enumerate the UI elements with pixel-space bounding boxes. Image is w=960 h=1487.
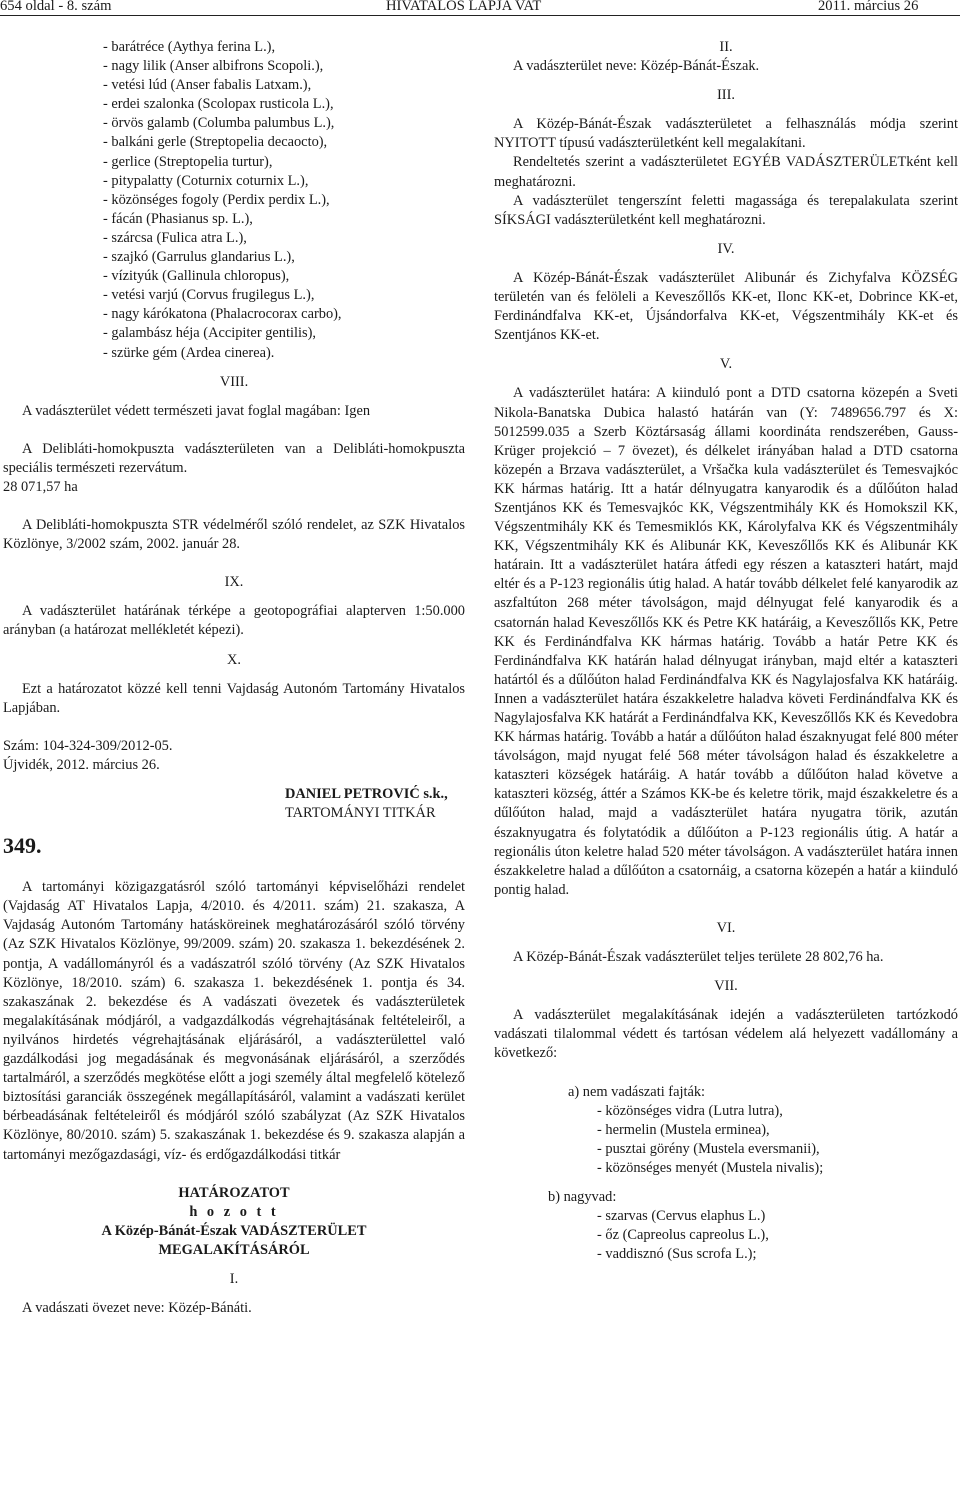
list-item: - vetési varjú (Corvus frugilegus L.),	[103, 287, 315, 304]
list-item: - örvös galamb (Columba palumbus L.),	[103, 115, 335, 132]
right-column	[494, 38, 958, 1264]
list-item: - pitypalatty (Coturnix coturnix L.),	[103, 172, 309, 189]
journal-title: HIVATALOS LAPJA VAT	[386, 0, 542, 14]
list-item: - közönséges fogoly (Perdix perdix L.),	[103, 191, 330, 208]
list-item: - őz (Capreolus capreolus L.),	[597, 1227, 769, 1244]
section-heading-vi: VI.	[716, 919, 736, 936]
paragraph: Ezt a határozatot közzé kell tenni Vajdaság Autonóm Tartomány Hivatalos Lapjában.	[3, 680, 465, 716]
decision-subtitle: h o z o t t	[189, 1203, 279, 1220]
big-game-list	[494, 1207, 958, 1264]
place-date: Újvidék, 2012. március 26.	[3, 756, 160, 773]
list-item: - közönséges menyét (Mustela nivalis);	[597, 1159, 824, 1176]
issue-date: 2011. március 26	[818, 0, 919, 14]
paragraph: A vadászati övezet neve: Közép-Bánáti.	[22, 1300, 252, 1317]
species-list	[3, 38, 465, 363]
list-item: - szajkó (Garrulus glandarius L.),	[103, 249, 295, 266]
section-heading-iii: III.	[717, 87, 735, 104]
paragraph: A Közép-Bánát-Észak vadászterület teljes területe 28 802,76 ha.	[513, 949, 884, 966]
paragraph: A vadászterület megalakításának idején a vadászterületen tartózkodó vadászati tilalommal védett és tartósan védelem alá helyezett vadállomány a következő:	[494, 1007, 958, 1062]
paragraph: A Közép-Bánát-Észak vadászterületet a felhasználás módja szerint NYITOTT típusú vadászterületként kell megalakítani.	[494, 116, 958, 152]
section-heading-v: V.	[719, 356, 733, 373]
list-item: - szarvas (Cervus elaphus L.)	[597, 1208, 766, 1225]
paragraph: A vadászterület tengerszínt feletti magassága és terepalakulata szerint SÍKSÁGI vadászterületként kell meghatározni.	[494, 192, 958, 228]
paragraph: A vadászterület határának térképe a geotopográfiai alapterven 1:50.000 arányban (a határozat mellékletét képezi).	[3, 603, 465, 639]
list-item: - szárcsa (Fulica atra L.),	[103, 229, 247, 246]
list-item: - nagy kárókatona (Phalacrocorax carbo),	[103, 306, 342, 323]
paragraph: A Delibláti-homokpuszta STR védelméről szóló rendelet, az SZK Hivatalos Közlönye, 3/2002 szám, 2002. január 28.	[3, 517, 465, 553]
list-item: - balkáni gerle (Streptopelia decaocto),	[103, 134, 328, 151]
section-heading-iv: IV.	[717, 240, 735, 257]
reference-number: Szám: 104-324-309/2012-05.	[3, 737, 173, 754]
list-item: - szürke gém (Ardea cinerea).	[103, 344, 275, 361]
preamble: A tartományi közigazgatásról szóló tartományi képviselőházi rendelet (Vajdaság AT Hivatalos Lapja, 4/2010. és 4/2011. szám) 21. szakasza, A Vajdaság Autonóm Tartomány hatásköreinek meghatározásáról szóló törvény (Az SZK Hivatalos Közlönye, 99/2009. szám) 20. szakasza 1. bekezdésének 2. pontja, A vadállományról és a vadászatról szóló törvény (Az SZK Hivatalos Közlönye, 18/2010. szám) 6. szakasza 1. bekezdésének 1. pontja és 34. szakaszának 2. bekezdése és A vadászati övezetek és vadászterületek megalakításának módjáról, a vadgazdálkodás végrehajtásának feltételeiről, a nyilvános hirdetés végrehajtásának eljárásáról, a vadászterülettel való gazdálkodási jog megadásának és megvonásának eljárásáról, a szerződés tartalmáról, a szerződés megkötése előtt a jogi személy által megfelelő kötelező biztosítási garanciák összegének megállapításáról, valamint a vadászati kerület bérbeadásának feltételeiről és módjáról szóló szabályzat (Az SZK Hivatalos Közlönye, 80/2010. szám) 5. szakaszának 1. bekezdése és 9. szakasza alapján a tartományi mezőgazdasági, víz- és erdőgazdálkodási titkár	[3, 879, 465, 1163]
paragraph: A vadászterület védett természeti javat foglal magában: Igen	[22, 402, 371, 419]
list-item: - vízityúk (Gallinula chloropus),	[103, 268, 290, 285]
paragraph: A Közép-Bánát-Észak vadászterület Alibunár és Zichyfalva KÖZSÉG területén van és felöleli a Keveszőllős KK-et, Ilonc KK-et, Dobrince KK-et, Ferdinándfalva KK-et, Újsándorfalva KK-et, Végszentmihály KK-et és Szentjános KK-et.	[494, 269, 958, 344]
page-number-label: 654 oldal - 8. szám	[0, 0, 112, 14]
list-item: - hermelin (Mustela erminea),	[597, 1121, 770, 1138]
document-number: 349.	[3, 833, 42, 859]
list-item: - nagy lilik (Anser albifrons Scopoli.),	[103, 58, 324, 75]
list-item: - barátréce (Aythya ferina L.),	[103, 39, 276, 55]
list-item: - erdei szalonka (Scolopax rusticola L.),	[103, 96, 334, 113]
protected-species-list	[494, 1102, 958, 1178]
subheading-b: b) nagyvad:	[548, 1188, 617, 1205]
signer-title: TARTOMÁNYI TITKÁR	[285, 805, 436, 822]
left-column	[3, 38, 465, 1318]
section-heading-viii: VIII.	[219, 373, 249, 390]
list-item: - galambász héja (Accipiter gentilis),	[103, 325, 316, 342]
paragraph: Rendeltetés szerint a vadászterületet EGYÉB VADÁSZTERÜLETként kell meghatározni.	[494, 154, 958, 190]
section-heading-ii: II.	[719, 39, 733, 55]
paragraph: A Delibláti-homokpuszta vadászterületen van a Delibláti-homokpuszta speciális természeti rezervátum.	[3, 440, 465, 476]
subheading-a: a) nem vadászati fajták:	[568, 1083, 706, 1100]
page-header	[0, 0, 960, 16]
decision-subject: A Közép-Bánát-Észak VADÁSZTERÜLET	[101, 1222, 367, 1239]
paragraph: A vadászterület határa: A kiinduló pont a DTD csatorna közepén a Sveti Nikola-Banatska Dubica halastó határán van (Y: 7489656.797 és X: 5012599.035 a Szerb Köztársaság állami koordináta rendszerében, Gauss-Krüger projekció – 7 övezet), és délkelet irányában halad a DTD csatorna közepén a Brzava vadászterület, a Vršačka kula vadászterület és Temesvajkóc KK hármas határig. Itt a határ délnyugatra kanyarodik és a dűlőúton halad Szentjános KK és Temesvajkóc KK, Végszentmihály KK és Homokszil KK, Végszentmihály KK és Temesmiklós KK, Károlyfalva KK és Végszentmihály KK, Végszentmihály KK és Alibunár KK, Keveszőllős KK és Alibunár KK határain. Itt a vadászterület határa átfedi egy részen a kataszteri határt, majd eltér és a P-123 regionális útig halad. A határ tovább délkelet felé kanyarodik az aszfaltúton 268 méter távolságon, majd délnyugat felé kanyarodik és a csatornán halad Keveszőllős KK és Petre KK határáig, a Keveszőllős KK, Petre KK és Ferdinándfalva KK hármas határig. Tovább a határ Petre KK és Ferdinándfalva KK határán halad délnyugat irányban, majd eltér a kataszteri határtól és a dűlőúton halad Ferdinándfalva KK és Nagylajosfalva KK határáig. Innen a vadászterület határa északkeletre haladva követi Ferdinándfalva KK és Nagylajosfalva KK határát a Ferdinándfalva KK, Keveszőllős KK és Kevedobra KK hármas határig. Tovább a határ a dűlőúton halad északnyugat felé 800 méter távolságon, majd nyugat felé 568 méter távolságon halad és északkeletre a kataszteri községek határáig. A határ tovább a dűlőúton halad követve a kataszteri község, áttér a Számos KK-be és keletre törik, majd északkeletre és a dűlőúton halad, majd a vadászterület határa nyugatra törik, azután északnyugatra és folytatódik a dűlőúton a P-123 regionális útig. A határ a regionális úton keletre halad 520 méter távolságon. A vadászterület határa innen északkeletre halad a dűlőúton a csatornáig, a csatorna közepén a határ a kiinduló pontig halad.	[494, 385, 958, 898]
paragraph: A vadászterület neve: Közép-Bánát-Észak.	[513, 58, 760, 75]
decision-title: HATÁROZATOT	[178, 1184, 290, 1201]
list-item: - vetési lúd (Anser fabalis Latxam.),	[103, 77, 312, 94]
list-item: - vaddisznó (Sus scrofa L.);	[597, 1246, 757, 1263]
decision-subject: MEGALAKÍTÁSÁRÓL	[158, 1241, 310, 1258]
list-item: - fácán (Phasianus sp. L.),	[103, 210, 253, 227]
list-item: - gerlice (Streptopelia turtur),	[103, 153, 273, 170]
list-item: - pusztai görény (Mustela eversmanii),	[597, 1140, 820, 1157]
section-heading-vii: VII.	[714, 978, 738, 995]
signer-name: DANIEL PETROVIĆ s.k.,	[285, 786, 448, 802]
paragraph: 28 071,57 ha	[3, 478, 78, 495]
section-heading-ix: IX.	[224, 574, 244, 591]
section-heading-x: X.	[227, 651, 241, 668]
section-heading-i: I.	[229, 1270, 239, 1287]
list-item: - közönséges vidra (Lutra lutra),	[597, 1102, 783, 1119]
